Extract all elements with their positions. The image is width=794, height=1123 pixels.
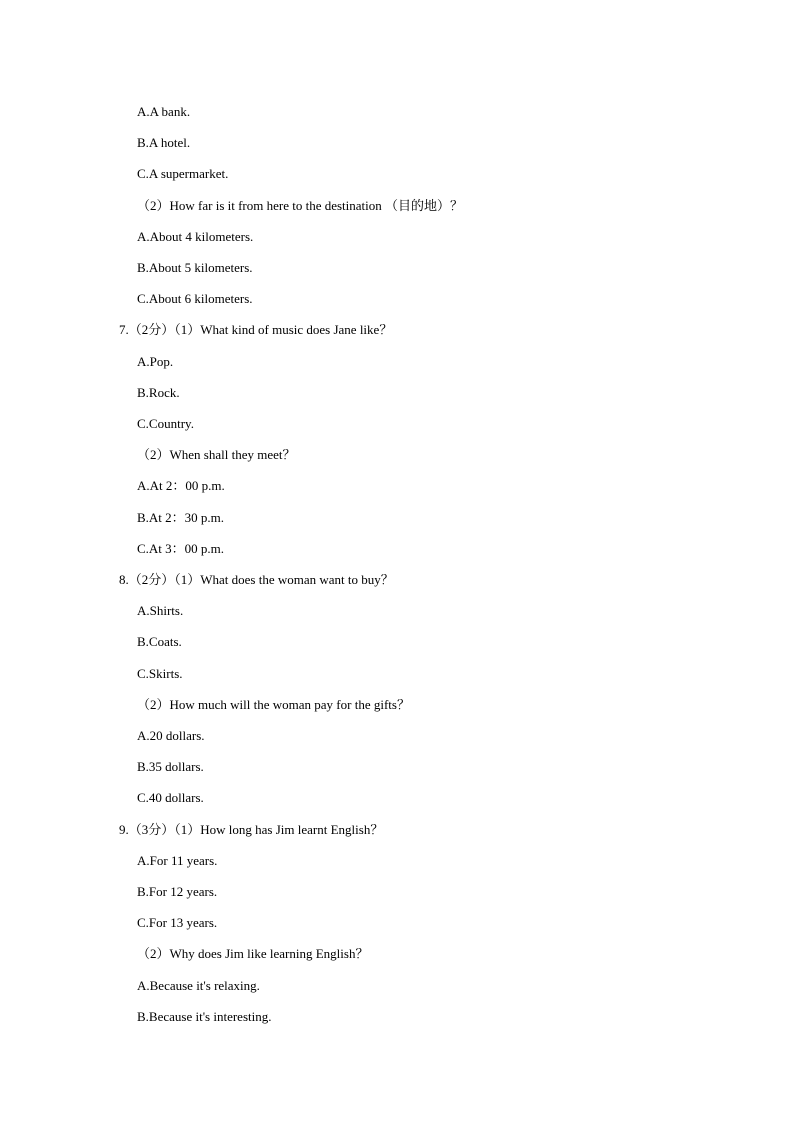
answer-option: B.For 12 years. xyxy=(137,884,218,899)
answer-option: A.About 4 kilometers. xyxy=(137,228,254,244)
answer-option: C.Country. xyxy=(137,416,194,431)
sub-question: （2）Why does Jim like learning English？ xyxy=(137,946,369,962)
answer-option: B.Because it's interesting. xyxy=(137,1008,272,1024)
question-heading: 8.（2分）（1）What does the woman want to buy？ xyxy=(119,572,394,587)
answer-option: C.At 3：00 p.m. xyxy=(137,540,225,556)
answer-option: A.For 11 years. xyxy=(137,852,218,868)
answer-option: B.At 2：30 p.m. xyxy=(137,509,225,525)
answer-option: C.Skirts. xyxy=(137,665,183,681)
answer-option: B.About 5 kilometers. xyxy=(137,260,253,275)
answer-option: A.At 2：00 p.m. xyxy=(137,478,225,494)
answer-option: C.For 13 years. xyxy=(137,915,218,931)
sub-question: （2）How far is it from here to the destination （目的地）？ xyxy=(137,197,464,213)
answer-option: B.A hotel. xyxy=(137,135,191,151)
answer-option: B.Coats. xyxy=(137,634,182,650)
answer-option: B.Rock. xyxy=(137,384,180,400)
answer-option: C.A supermarket. xyxy=(137,166,229,182)
sub-question: （2）When shall they meet？ xyxy=(137,447,296,463)
sub-question: （2）How much will the woman pay for the gifts？ xyxy=(137,696,410,712)
question-heading: 9.（3分）（1）How long has Jim learnt English？ xyxy=(119,821,384,837)
answer-option: B.35 dollars. xyxy=(137,759,204,775)
answer-option: A.Pop. xyxy=(137,353,174,369)
question-heading: 7.（2分）（1）What kind of music does Jane like？ xyxy=(119,322,393,338)
answer-option: A.Because it's relaxing. xyxy=(137,977,260,993)
answer-option: C.About 6 kilometers. xyxy=(137,291,253,307)
answer-option: C.40 dollars. xyxy=(137,790,204,806)
answer-option: A.20 dollars. xyxy=(137,728,205,743)
answer-option: A.Shirts. xyxy=(137,603,184,619)
answer-option: A.A bank. xyxy=(137,104,191,119)
